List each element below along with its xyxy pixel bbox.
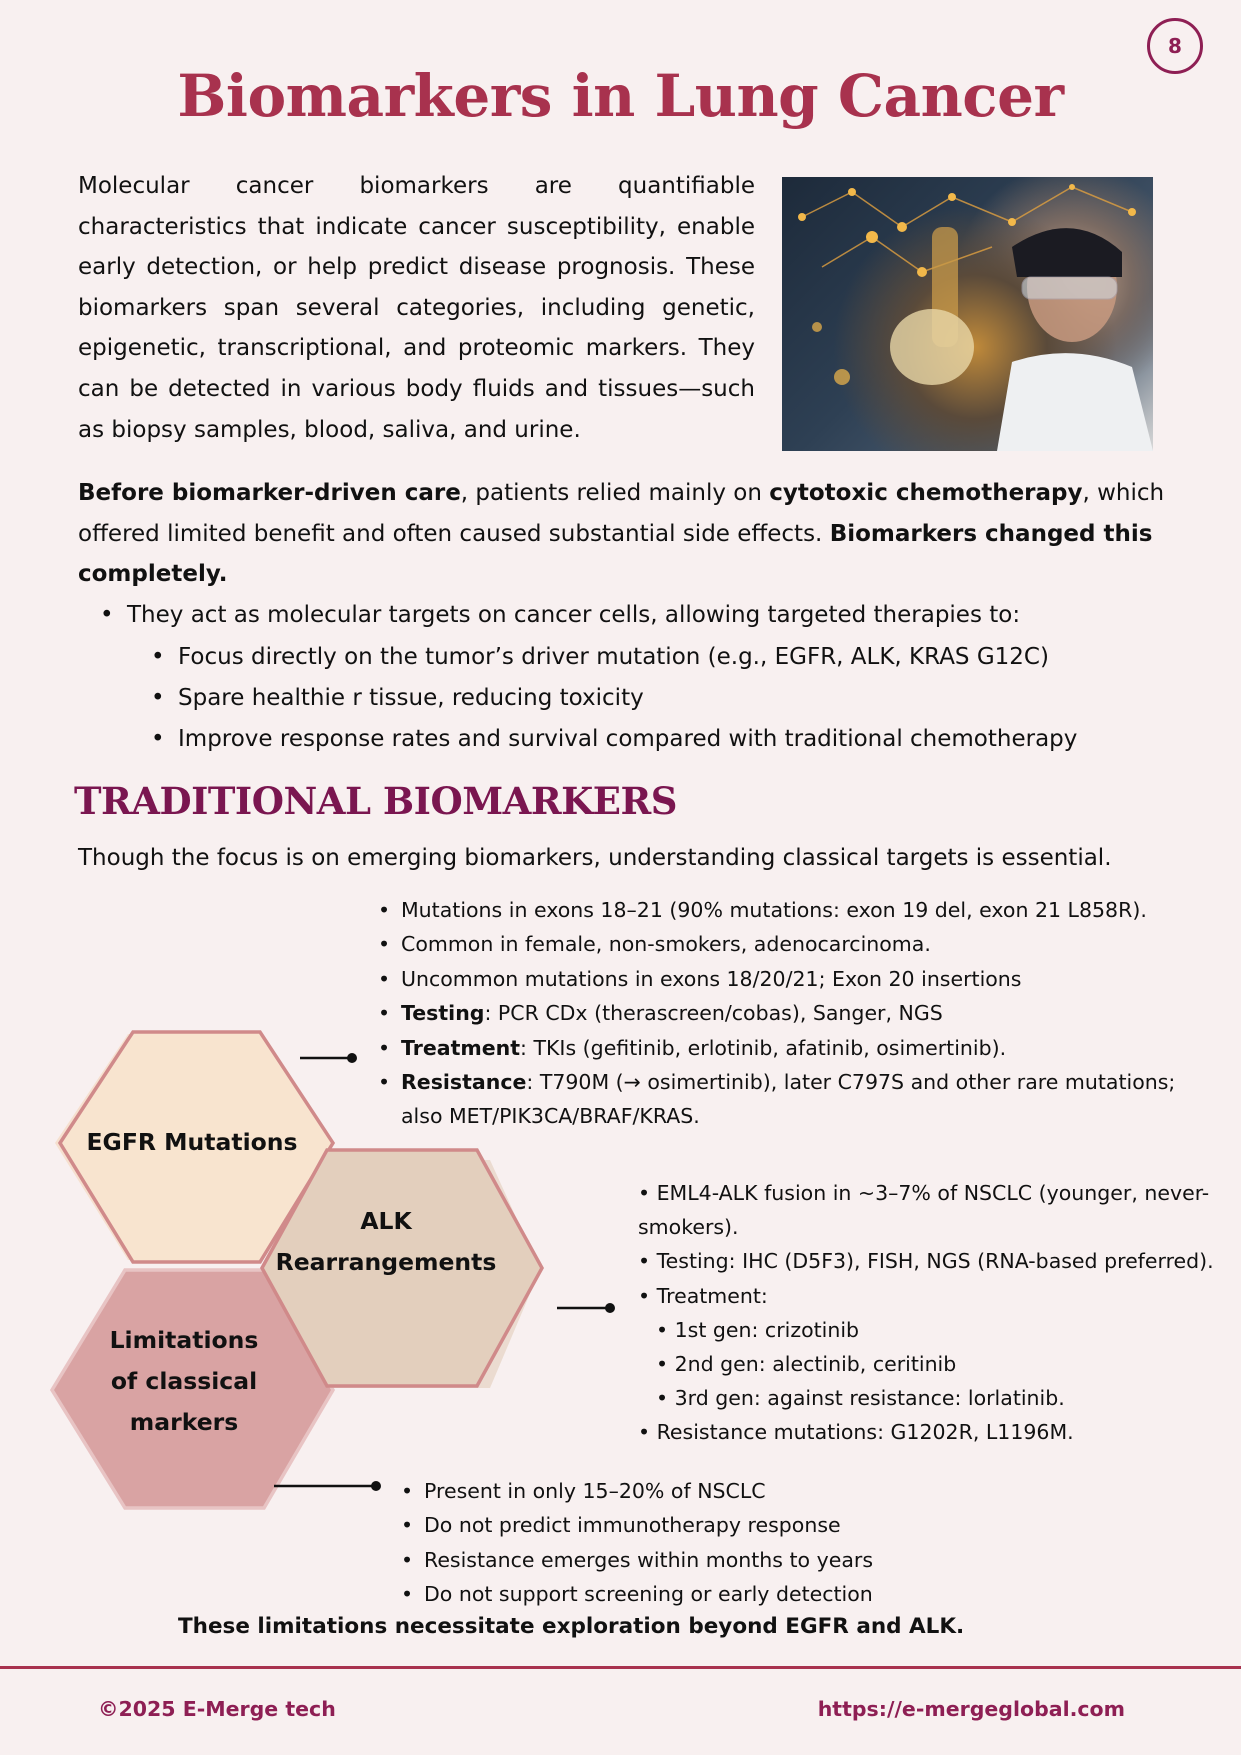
testing-label: Testing: [401, 1001, 485, 1026]
footer-url-link[interactable]: https://e-mergeglobal.com: [817, 1697, 1125, 1721]
list-item: • EML4-ALK fusion in ~3–7% of NSCLC (younger, never-smokers).: [638, 1176, 1218, 1244]
para-text-2: , which offered limited benefit and often caused substantial side effects.: [78, 480, 1165, 547]
para-text-1: , patients relied mainly on: [460, 480, 770, 506]
limitations-label-line: Limitations: [109, 1326, 259, 1354]
alk-hexagon-label: [265, 1201, 507, 1283]
page-number: 8: [1147, 18, 1203, 74]
list-item: • Treatment:: [638, 1279, 1218, 1313]
list-item: • Testing: IHC (D5F3), FISH, NGS (RNA-based preferred).: [638, 1244, 1218, 1278]
bold-cytotoxic: cytotoxic chemotherapy: [769, 480, 1083, 506]
alk-connector-dot: [605, 1303, 615, 1313]
alk-label-line: Rearrangements: [275, 1248, 497, 1276]
section-subtitle: Though the focus is on emerging biomarkers, understanding classical targets is essential.: [78, 845, 1112, 871]
list-item: • Focus directly on the tumor’s driver mutation (e.g., EGFR, ALK, KRAS G12C): [78, 637, 1178, 678]
resistance-label: Resistance: [401, 1070, 527, 1095]
limitations-list: [401, 1474, 1161, 1612]
list-item: • Do not predict immunotherapy response: [401, 1508, 1161, 1542]
bold-before-biomarker: Before biomarker-driven care: [78, 480, 461, 506]
list-item: • Spare healthie r tissue, reducing toxicity: [78, 678, 1178, 719]
list-item: • Present in only 15–20% of NSCLC: [401, 1474, 1161, 1508]
footer-divider: [0, 1666, 1241, 1669]
limitations-label-line: markers: [129, 1408, 239, 1436]
treatment-text: : TKIs (gefitinib, erlotinib, afatinib, osimertinib).: [520, 1035, 1007, 1060]
resistance-text: : T790M (→ osimertinib), later C797S and other rare mutations; also MET/PIK3CA/BRAF/KRAS.: [401, 1070, 1176, 1129]
bold-biomarkers-changed: Biomarkers changed this completely.: [78, 520, 1153, 588]
list-item: • Uncommon mutations in exons 18/20/21; Exon 20 insertions: [378, 962, 1208, 996]
footer-copyright: ©2025 E-Merge tech: [98, 1697, 336, 1721]
limitations-hexagon-label: [68, 1320, 300, 1443]
list-item: • 3rd gen: against resistance: lorlatinib.: [638, 1381, 1218, 1415]
limitations-connector-dot: [371, 1481, 381, 1491]
egfr-hexagon-label: EGFR Mutations: [86, 1128, 298, 1156]
limitations-label-line: of classical: [110, 1367, 258, 1395]
list-item: • Mutations in exons 18–21 (90% mutations: exon 19 del, exon 21 L858R).: [378, 893, 1208, 927]
alk-details-list: [638, 1176, 1218, 1450]
list-item: • Resistance emerges within months to years: [401, 1543, 1161, 1577]
list-item: • Common in female, non-smokers, adenocarcinoma.: [378, 927, 1208, 961]
list-item: • Improve response rates and survival compared with traditional chemotherapy: [78, 719, 1178, 760]
list-item: • Resistance mutations: G1202R, L1196M.: [638, 1415, 1218, 1449]
treatment-label: Treatment: [401, 1035, 521, 1060]
list-item: • 2nd gen: alectinib, ceritinib: [638, 1347, 1218, 1381]
list-item: • 1st gen: crizotinib: [638, 1313, 1218, 1347]
list-item: • They act as molecular targets on cancer cells, allowing targeted therapies to:: [78, 595, 1178, 636]
intro-paragraph: Molecular cancer biomarkers are quantifiable characteristics that indicate cancer susceptibility, enable early detection, or help predict disease prognosis. These biomarkers span several categories, including genetic, epigenetic, transcriptional, and proteomic markers. They can be detected in various body fluids and tissues—such as biopsy samples, blood, saliva, and urine.: [78, 173, 755, 443]
alk-label-line: ALK: [360, 1207, 412, 1235]
list-item: • Do not support screening or early detection: [401, 1577, 1161, 1611]
section-title: TRADITIONAL BIOMARKERS: [74, 779, 677, 823]
egfr-connector-dot: [347, 1053, 357, 1063]
page-title: Biomarkers in Lung Cancer: [177, 62, 1064, 130]
conclusion-text: These limitations necessitate exploration beyond EGFR and ALK.: [178, 1614, 965, 1639]
testing-text: : PCR CDx (therascreen/cobas), Sanger, NGS: [484, 1001, 943, 1026]
